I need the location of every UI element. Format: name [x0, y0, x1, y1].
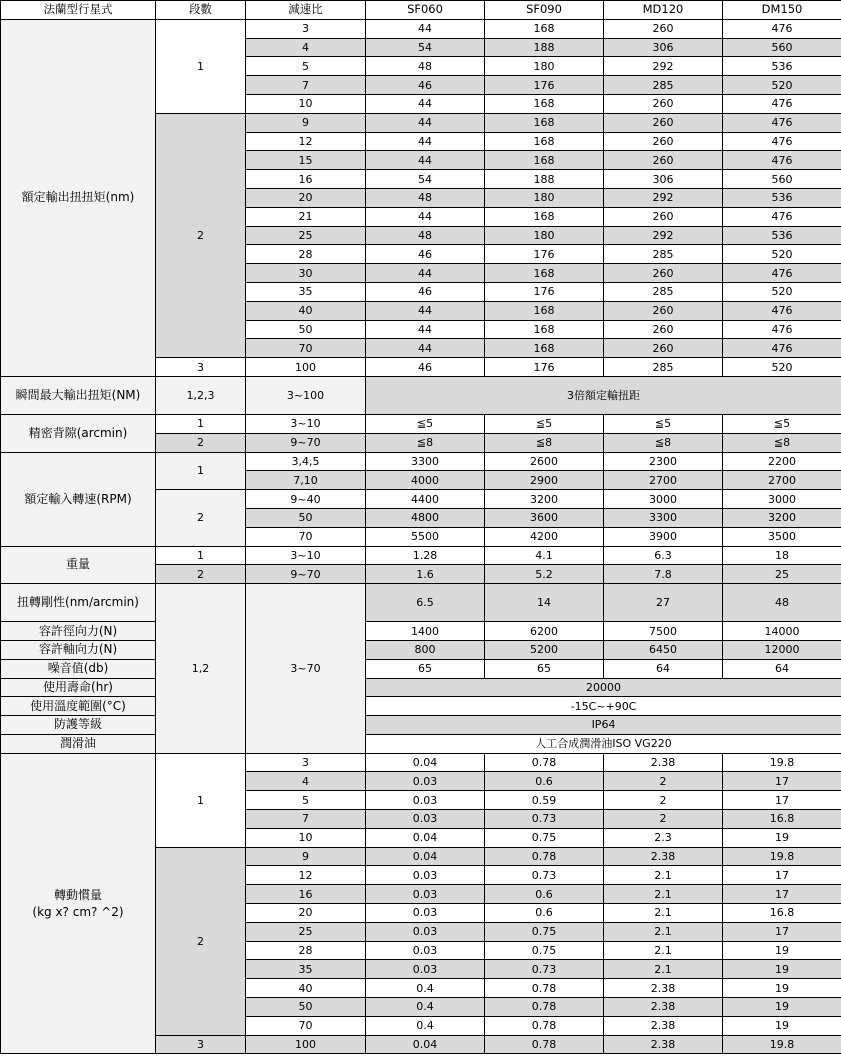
ratio-cell: 3~70 [246, 584, 366, 754]
table-cell: 560 [723, 38, 841, 57]
ratio-cell: 3~100 [246, 376, 366, 414]
table-row [1, 376, 841, 414]
table-cell: 3000 [723, 490, 841, 509]
table-cell: 0.03 [366, 772, 485, 791]
table-cell: 476 [723, 264, 841, 283]
table-cell: 2300 [604, 452, 723, 471]
table-cell: 35 [246, 960, 366, 979]
table-cell: 260 [604, 113, 723, 132]
table-cell: 4400 [366, 490, 485, 509]
table-cell: 6450 [604, 640, 723, 659]
column-header: 段數 [156, 1, 246, 20]
table-cell: 2700 [604, 471, 723, 490]
table-cell: 44 [366, 151, 485, 170]
table-cell: 3 [246, 19, 366, 38]
table-cell: 0.78 [485, 847, 604, 866]
table-cell: 54 [366, 38, 485, 57]
table-cell: 7 [246, 76, 366, 95]
stage-cell: 1,2,3 [156, 376, 246, 414]
table-cell: 44 [366, 320, 485, 339]
label-noise: 噪音值(db) [1, 659, 156, 678]
table-cell: 44 [366, 301, 485, 320]
table-cell: 10 [246, 828, 366, 847]
table-cell: 9 [246, 847, 366, 866]
table-cell: 176 [485, 358, 604, 377]
table-cell: 40 [246, 301, 366, 320]
table-cell: 176 [485, 282, 604, 301]
stage-cell: 1 [156, 452, 246, 490]
table-cell: 6.3 [604, 546, 723, 565]
table-cell: 44 [366, 207, 485, 226]
table-cell: 16.8 [723, 810, 841, 829]
table-cell: 54 [366, 170, 485, 189]
table-cell: 2 [604, 810, 723, 829]
table-cell: 3900 [604, 527, 723, 546]
table-cell: 0.04 [366, 828, 485, 847]
temperature-value: -15C~+90C [366, 697, 841, 716]
table-cell: 46 [366, 282, 485, 301]
table-cell: 3,4,5 [246, 452, 366, 471]
table-cell: 19 [723, 960, 841, 979]
table-cell: 1 [156, 546, 246, 565]
table-row [1, 414, 841, 433]
table-cell: 168 [485, 207, 604, 226]
table-cell: 2.1 [604, 866, 723, 885]
table-cell: 536 [723, 188, 841, 207]
table-cell: ≦5 [366, 414, 485, 433]
table-cell: 17 [723, 791, 841, 810]
table-cell: 476 [723, 151, 841, 170]
table-cell: 260 [604, 207, 723, 226]
table-cell: 3200 [485, 490, 604, 509]
table-row [1, 546, 841, 565]
table-cell: 46 [366, 245, 485, 264]
table-cell: 2.1 [604, 885, 723, 904]
table-cell: 2.38 [604, 1016, 723, 1035]
table-cell: 260 [604, 151, 723, 170]
table-cell: 2 [156, 565, 246, 584]
table-cell: 0.4 [366, 998, 485, 1017]
table-cell: 2700 [723, 471, 841, 490]
table-cell: 476 [723, 113, 841, 132]
table-row [1, 452, 841, 471]
table-cell: 9~40 [246, 490, 366, 509]
table-cell: 16 [246, 170, 366, 189]
stage-cell: 1 [156, 753, 246, 847]
table-cell: 2200 [723, 452, 841, 471]
table-cell: 3300 [604, 508, 723, 527]
table-cell: 176 [485, 245, 604, 264]
table-cell: 476 [723, 94, 841, 113]
table-cell: 0.73 [485, 866, 604, 885]
table-cell: 2.1 [604, 922, 723, 941]
table-cell: 5200 [485, 640, 604, 659]
table-cell: 476 [723, 339, 841, 358]
table-cell: 285 [604, 282, 723, 301]
table-cell: 3~10 [246, 414, 366, 433]
table-cell: 64 [604, 659, 723, 678]
table-cell: 65 [485, 659, 604, 678]
section-label-peak-torque: 瞬間最大輸出扭矩(NM) [1, 376, 156, 414]
section-label-backlash: 精密背隙(arcmin) [1, 414, 156, 452]
table-cell: 0.75 [485, 941, 604, 960]
column-header: MD120 [604, 1, 723, 20]
table-row [1, 697, 841, 716]
section-label-input-speed: 額定輸入轉速(RPM) [1, 452, 156, 546]
table-cell: 0.6 [485, 885, 604, 904]
table-cell: 30 [246, 264, 366, 283]
label-axial-force: 容許軸向力(N) [1, 640, 156, 659]
table-cell: 2.3 [604, 828, 723, 847]
table-cell: 44 [366, 264, 485, 283]
table-cell: 3200 [723, 508, 841, 527]
table-cell: 520 [723, 282, 841, 301]
table-cell: 2.38 [604, 979, 723, 998]
table-cell: 9~70 [246, 433, 366, 452]
table-cell: 44 [366, 132, 485, 151]
table-cell: 0.03 [366, 866, 485, 885]
table-cell: 3000 [604, 490, 723, 509]
table-cell: 44 [366, 19, 485, 38]
table-cell: 292 [604, 226, 723, 245]
protection-value: IP64 [366, 716, 841, 735]
table-cell: 285 [604, 245, 723, 264]
stage-cell: 1 [156, 19, 246, 113]
table-cell: 292 [604, 57, 723, 76]
column-header: 減速比 [246, 1, 366, 20]
table-cell: 3600 [485, 508, 604, 527]
table-cell: 188 [485, 170, 604, 189]
table-cell: ≦8 [723, 433, 841, 452]
stage-cell: 2 [156, 490, 246, 546]
table-cell: 0.78 [485, 1035, 604, 1054]
table-cell: 6200 [485, 622, 604, 641]
table-cell: 50 [246, 320, 366, 339]
table-cell: ≦5 [485, 414, 604, 433]
table-cell: 4000 [366, 471, 485, 490]
table-cell: 20 [246, 188, 366, 207]
table-cell: 180 [485, 57, 604, 76]
table-cell: 19.8 [723, 1035, 841, 1054]
table-cell: 28 [246, 941, 366, 960]
table-row [1, 716, 841, 735]
table-cell: 25 [723, 565, 841, 584]
table-cell: 0.03 [366, 885, 485, 904]
table-cell: 292 [604, 188, 723, 207]
table-cell: 5500 [366, 527, 485, 546]
stage-cell: 1,2 [156, 584, 246, 754]
section-label-rated-torque: 額定輸出扭扭矩(nm) [1, 19, 156, 376]
label-temperature: 使用溫度範圍(°C) [1, 697, 156, 716]
table-cell: 3500 [723, 527, 841, 546]
table-cell: 2900 [485, 471, 604, 490]
table-cell: 2 [604, 772, 723, 791]
table-cell: 5.2 [485, 565, 604, 584]
table-row [1, 734, 841, 753]
table-cell: 0.4 [366, 979, 485, 998]
table-cell: 536 [723, 57, 841, 76]
table-cell: 17 [723, 885, 841, 904]
table-cell: 25 [246, 922, 366, 941]
table-cell: 44 [366, 113, 485, 132]
table-cell: 520 [723, 76, 841, 95]
table-cell: 12000 [723, 640, 841, 659]
table-cell: 46 [366, 358, 485, 377]
table-cell: 28 [246, 245, 366, 264]
table-cell: 17 [723, 922, 841, 941]
table-cell: 176 [485, 76, 604, 95]
table-cell: 168 [485, 19, 604, 38]
table-cell: 0.04 [366, 753, 485, 772]
table-cell: 100 [246, 358, 366, 377]
table-cell: ≦8 [485, 433, 604, 452]
table-cell: ≦8 [604, 433, 723, 452]
table-cell: 15 [246, 151, 366, 170]
table-cell: ≦5 [604, 414, 723, 433]
spec-table-body [1, 1, 841, 1054]
table-cell: 40 [246, 979, 366, 998]
table-cell: 168 [485, 320, 604, 339]
table-cell: 0.78 [485, 753, 604, 772]
table-cell: 0.03 [366, 941, 485, 960]
label-protection: 防護等級 [1, 716, 156, 735]
table-cell: 17 [723, 866, 841, 885]
table-cell: 4.1 [485, 546, 604, 565]
table-cell: 48 [366, 57, 485, 76]
stage-cell: 3 [156, 358, 246, 377]
table-cell: 2.38 [604, 847, 723, 866]
table-cell: 64 [723, 659, 841, 678]
table-cell: 0.04 [366, 847, 485, 866]
table-cell: 0.73 [485, 960, 604, 979]
table-cell: 560 [723, 170, 841, 189]
table-cell: ≦5 [723, 414, 841, 433]
table-cell: 260 [604, 94, 723, 113]
table-cell: 0.03 [366, 904, 485, 923]
table-cell: 0.4 [366, 1016, 485, 1035]
table-row [1, 753, 841, 772]
table-cell: 180 [485, 188, 604, 207]
table-cell: 285 [604, 358, 723, 377]
table-cell: 19.8 [723, 753, 841, 772]
table-cell: 44 [366, 94, 485, 113]
table-row [1, 678, 841, 697]
table-cell: 7,10 [246, 471, 366, 490]
label-lubricant: 潤滑油 [1, 734, 156, 753]
table-cell: 12 [246, 866, 366, 885]
table-cell: 27 [604, 584, 723, 622]
table-cell: 2 [156, 433, 246, 452]
table-cell: 0.03 [366, 791, 485, 810]
table-cell: 285 [604, 76, 723, 95]
table-cell: 19 [723, 828, 841, 847]
table-cell: 260 [604, 19, 723, 38]
stage-cell: 2 [156, 847, 246, 1035]
table-cell: 168 [485, 132, 604, 151]
table-row [1, 1, 841, 20]
table-cell: 48 [723, 584, 841, 622]
table-cell: 12 [246, 132, 366, 151]
table-cell: 3300 [366, 452, 485, 471]
table-cell: 2 [604, 791, 723, 810]
table-cell: 2.38 [604, 753, 723, 772]
table-cell: 2.38 [604, 1035, 723, 1054]
table-cell: 6.5 [366, 584, 485, 622]
table-cell: 19 [723, 979, 841, 998]
table-cell: 25 [246, 226, 366, 245]
stage-cell: 2 [156, 113, 246, 357]
table-cell: 0.03 [366, 960, 485, 979]
table-cell: 70 [246, 339, 366, 358]
table-cell: 5 [246, 791, 366, 810]
table-cell: 4 [246, 772, 366, 791]
table-row [1, 659, 841, 678]
table-cell: 14000 [723, 622, 841, 641]
table-cell: 35 [246, 282, 366, 301]
table-cell: 168 [485, 113, 604, 132]
table-cell: 48 [366, 226, 485, 245]
table-cell: 2.1 [604, 904, 723, 923]
table-cell: 2.1 [604, 941, 723, 960]
table-cell: 2.38 [604, 998, 723, 1017]
table-cell: 168 [485, 339, 604, 358]
table-cell: 2.1 [604, 960, 723, 979]
life-value: 20000 [366, 678, 841, 697]
table-cell: 16 [246, 885, 366, 904]
column-header: SF090 [485, 1, 604, 20]
table-cell: 536 [723, 226, 841, 245]
table-cell: 188 [485, 38, 604, 57]
table-cell: 50 [246, 508, 366, 527]
table-cell: 7 [246, 810, 366, 829]
column-header: SF060 [366, 1, 485, 20]
table-cell: 1.28 [366, 546, 485, 565]
table-cell: 9~70 [246, 565, 366, 584]
table-cell: 260 [604, 339, 723, 358]
table-cell: 19.8 [723, 847, 841, 866]
table-cell: 0.04 [366, 1035, 485, 1054]
table-cell: 3~10 [246, 546, 366, 565]
table-cell: 800 [366, 640, 485, 659]
table-cell: 168 [485, 151, 604, 170]
table-cell: 5 [246, 57, 366, 76]
table-cell: 19 [723, 941, 841, 960]
table-cell: 0.78 [485, 1016, 604, 1035]
table-cell: 4 [246, 38, 366, 57]
stage-cell: 3 [156, 1035, 246, 1054]
table-cell: 1400 [366, 622, 485, 641]
table-cell: 0.75 [485, 922, 604, 941]
table-cell: 2600 [485, 452, 604, 471]
table-cell: 0.6 [485, 772, 604, 791]
table-cell: 260 [604, 320, 723, 339]
table-cell: 21 [246, 207, 366, 226]
table-cell: 520 [723, 245, 841, 264]
table-row [1, 19, 841, 38]
table-cell: 306 [604, 170, 723, 189]
label-torsional-rigidity: 扭轉剛性(nm/arcmin) [1, 584, 156, 622]
table-cell: 44 [366, 339, 485, 358]
table-cell: 4200 [485, 527, 604, 546]
table-cell: 0.03 [366, 810, 485, 829]
table-cell: 0.78 [485, 979, 604, 998]
table-cell: 1 [156, 414, 246, 433]
table-cell: 14 [485, 584, 604, 622]
table-cell: 260 [604, 132, 723, 151]
table-cell: 0.59 [485, 791, 604, 810]
table-cell: 65 [366, 659, 485, 678]
table-cell: 7.8 [604, 565, 723, 584]
table-cell: 50 [246, 998, 366, 1017]
table-cell: 520 [723, 358, 841, 377]
table-cell: 70 [246, 527, 366, 546]
section-label-weight: 重量 [1, 546, 156, 584]
table-cell: 260 [604, 264, 723, 283]
label-life: 使用壽命(hr) [1, 678, 156, 697]
lubricant-value: 人工合成潤滑油ISO VG220 [366, 734, 841, 753]
table-cell: 18 [723, 546, 841, 565]
section-label-inertia: 轉動慣量 (kg x? cm? ^2) [1, 753, 156, 1054]
table-cell: 100 [246, 1035, 366, 1054]
table-cell: 3 [246, 753, 366, 772]
table-cell: 9 [246, 113, 366, 132]
table-cell: 260 [604, 301, 723, 320]
table-cell: 476 [723, 207, 841, 226]
column-header: 法蘭型行星式 [1, 1, 156, 20]
table-cell: 16.8 [723, 904, 841, 923]
table-cell: 180 [485, 226, 604, 245]
table-cell: 476 [723, 320, 841, 339]
table-row [1, 584, 841, 622]
table-cell: 0.78 [485, 998, 604, 1017]
table-cell: 70 [246, 1016, 366, 1035]
table-row [1, 640, 841, 659]
table-cell: 19 [723, 1016, 841, 1035]
table-cell: 168 [485, 301, 604, 320]
table-cell: 1.6 [366, 565, 485, 584]
table-cell: 10 [246, 94, 366, 113]
table-cell: 0.73 [485, 810, 604, 829]
table-cell: 168 [485, 94, 604, 113]
table-row [1, 622, 841, 641]
table-cell: 46 [366, 76, 485, 95]
table-cell: 4800 [366, 508, 485, 527]
peak-torque-value: 3倍額定輸扭距 [366, 376, 841, 414]
table-cell: 0.75 [485, 828, 604, 847]
label-radial-force: 容許徑向力(N) [1, 622, 156, 641]
column-header: DM150 [723, 1, 841, 20]
table-cell: 19 [723, 998, 841, 1017]
table-cell: 7500 [604, 622, 723, 641]
table-cell: 0.6 [485, 904, 604, 923]
table-cell: 168 [485, 264, 604, 283]
table-cell: 48 [366, 188, 485, 207]
table-cell: 476 [723, 19, 841, 38]
table-cell: 0.03 [366, 922, 485, 941]
table-cell: ≦8 [366, 433, 485, 452]
table-cell: 20 [246, 904, 366, 923]
table-cell: 306 [604, 38, 723, 57]
table-cell: 17 [723, 772, 841, 791]
table-cell: 476 [723, 132, 841, 151]
table-cell: 476 [723, 301, 841, 320]
